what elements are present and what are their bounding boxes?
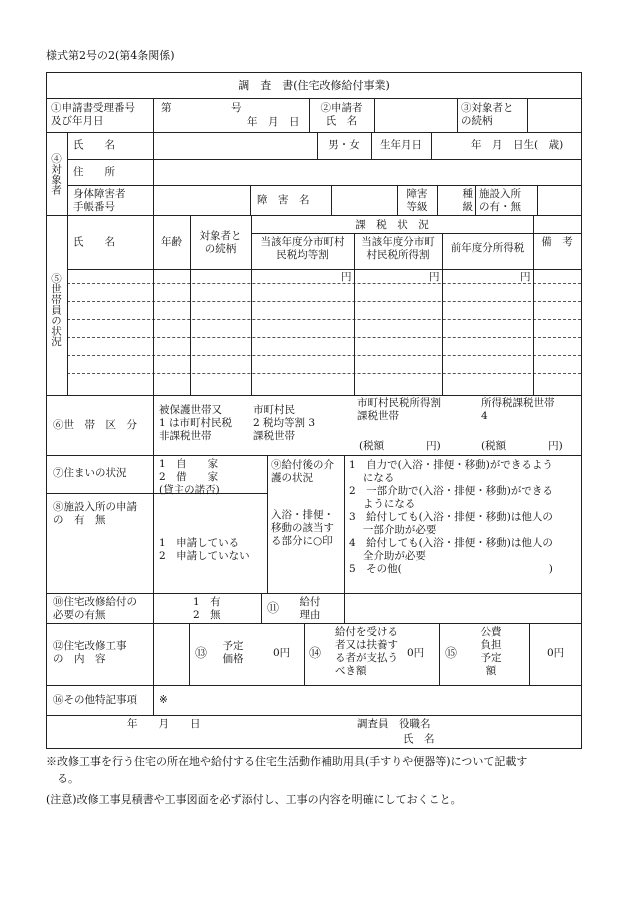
subject-name-label: 氏 名 bbox=[73, 139, 115, 151]
form-title: 調 査 書(住宅改修給付事業) bbox=[238, 79, 390, 92]
applicant-label: ②申請者 氏 名 bbox=[320, 102, 363, 127]
relation-label: ③対象者と の続柄 bbox=[461, 102, 514, 127]
household-section-label: ⑤世帯員の状況 bbox=[50, 273, 62, 347]
form-number: 様式第2号の2(第4条関係) bbox=[46, 49, 175, 62]
reason-label: 給付 理由 bbox=[299, 596, 321, 621]
tax-col1-header: 当該年度分市町村 民税均等割 bbox=[260, 236, 345, 261]
necessity-options: 1 有 2 無 bbox=[193, 596, 221, 621]
reason-number: ⑪ bbox=[267, 601, 280, 615]
burden-value: 0円 bbox=[407, 647, 425, 659]
notes-label: ⑯その他特記事項 bbox=[53, 694, 137, 706]
yen-unit-3: 円 bbox=[520, 271, 531, 283]
class-opt4: 所得税課税世帯 4 bbox=[481, 397, 555, 422]
receipt-no-suffix: 号 bbox=[231, 102, 242, 114]
class-tax1: (税額 円) bbox=[359, 440, 441, 452]
hh-age-header: 年齢 bbox=[161, 236, 182, 248]
birth-value: 年 月 日生( 歳) bbox=[471, 139, 564, 151]
yen-unit-1: 円 bbox=[341, 271, 352, 283]
yen-unit-2: 円 bbox=[429, 271, 440, 283]
post-care-label: ⑨給付後の介 護の状況 bbox=[271, 459, 334, 484]
tax-status-header: 課 税 状 況 bbox=[355, 219, 429, 231]
grade-label: 障害 等級 bbox=[406, 188, 428, 213]
class-opt1: 被保護世帯又 1 は市町村民税 非課税世帯 bbox=[159, 404, 233, 442]
facility-app-label: ⑧施設入所の申請 の 有 無 bbox=[53, 501, 137, 526]
public-label: 公費 負担 予定 額 bbox=[480, 626, 502, 677]
facility-app-options: 1 申請している 2 申請していない bbox=[159, 537, 250, 562]
notes-mark: ※ bbox=[159, 694, 168, 706]
investigator-title: 調査員 役職名 bbox=[357, 718, 431, 730]
n15: ⑮ bbox=[445, 646, 458, 660]
receipt-label: ①申請書受理番号 及び年月日 bbox=[51, 102, 135, 127]
necessity-label: ⑩住宅改修給付の 必要の有無 bbox=[53, 596, 137, 621]
facility-label: 施設入所 の有・無 bbox=[479, 188, 521, 213]
hh-name-header: 氏 名 bbox=[73, 236, 115, 248]
cert-label: 身体障害者 手帳番号 bbox=[73, 188, 126, 213]
remarks-header: 備 考 bbox=[541, 236, 573, 248]
residence-options: 1 自 家 2 借 家 (貸主の諾否) bbox=[159, 458, 220, 496]
footer-date: 年 月 日 bbox=[127, 718, 201, 730]
burden-label: 給付を受ける 者又は扶養す る者が支払う べき額 bbox=[335, 626, 398, 677]
footnote-1: ※改修工事を行う住宅の所在地や給付する住宅生活動作補助用具(手すりや便器等)について記載す る。 bbox=[46, 755, 528, 785]
investigator-name-label: 氏 名 bbox=[403, 733, 435, 745]
classification-label: ⑥世 帯 区 分 bbox=[53, 419, 137, 431]
class-opt3: 市町村民税所得割 課税世帯 bbox=[357, 397, 441, 422]
tax-col3-header: 前年度分所得税 bbox=[450, 242, 525, 254]
price-value: 0円 bbox=[273, 647, 291, 659]
receipt-date: 年 月 日 bbox=[247, 116, 300, 128]
n13: ⑬ bbox=[195, 646, 208, 660]
tax-col2-header: 当該年度分市町 村民税所得割 bbox=[361, 236, 435, 261]
n14: ⑭ bbox=[309, 646, 322, 660]
grade-unit: 種 級 bbox=[462, 188, 473, 213]
disability-label: 障 害 名 bbox=[257, 194, 310, 206]
public-value: 0円 bbox=[547, 647, 565, 659]
hh-relation-header: 対象者と の続柄 bbox=[199, 230, 242, 255]
class-tax2: (税額 円) bbox=[481, 440, 563, 452]
gender-select: 男・女 bbox=[328, 139, 360, 151]
class-opt2: 市町村民 2 税均等割 3 課税世帯 bbox=[253, 404, 316, 442]
receipt-no-prefix: 第 bbox=[161, 102, 172, 114]
price-label: 予定 価格 bbox=[222, 640, 244, 665]
construction-label: ⑫住宅改修工事 の 内 容 bbox=[53, 640, 127, 665]
address-label: 住 所 bbox=[73, 166, 115, 178]
subject-section-label: ④対象者 bbox=[50, 153, 62, 195]
survey-form bbox=[46, 72, 582, 749]
residence-label: ⑦住まいの状況 bbox=[53, 467, 127, 479]
footnote-2: (注意)改修工事見積書や工事図面を必ず添付し、工事の内容を明確にしておくこと。 bbox=[46, 793, 462, 806]
post-care-note: 入浴・排便・ 移動の該当す る部分に○印 bbox=[271, 509, 334, 547]
birth-label: 生年月日 bbox=[380, 139, 422, 151]
post-care-options: 1 自力で(入浴・排便・移動)ができるよう になる 2 一部介助で(入浴・排便・移動)ができる ようになる 3 給付しても(入浴・排便・移動)は他人の 一部介助が必要 4 給付しても(入浴・排便・移動)は他人の 全介助が必要 5 その他( ) bbox=[349, 459, 553, 575]
